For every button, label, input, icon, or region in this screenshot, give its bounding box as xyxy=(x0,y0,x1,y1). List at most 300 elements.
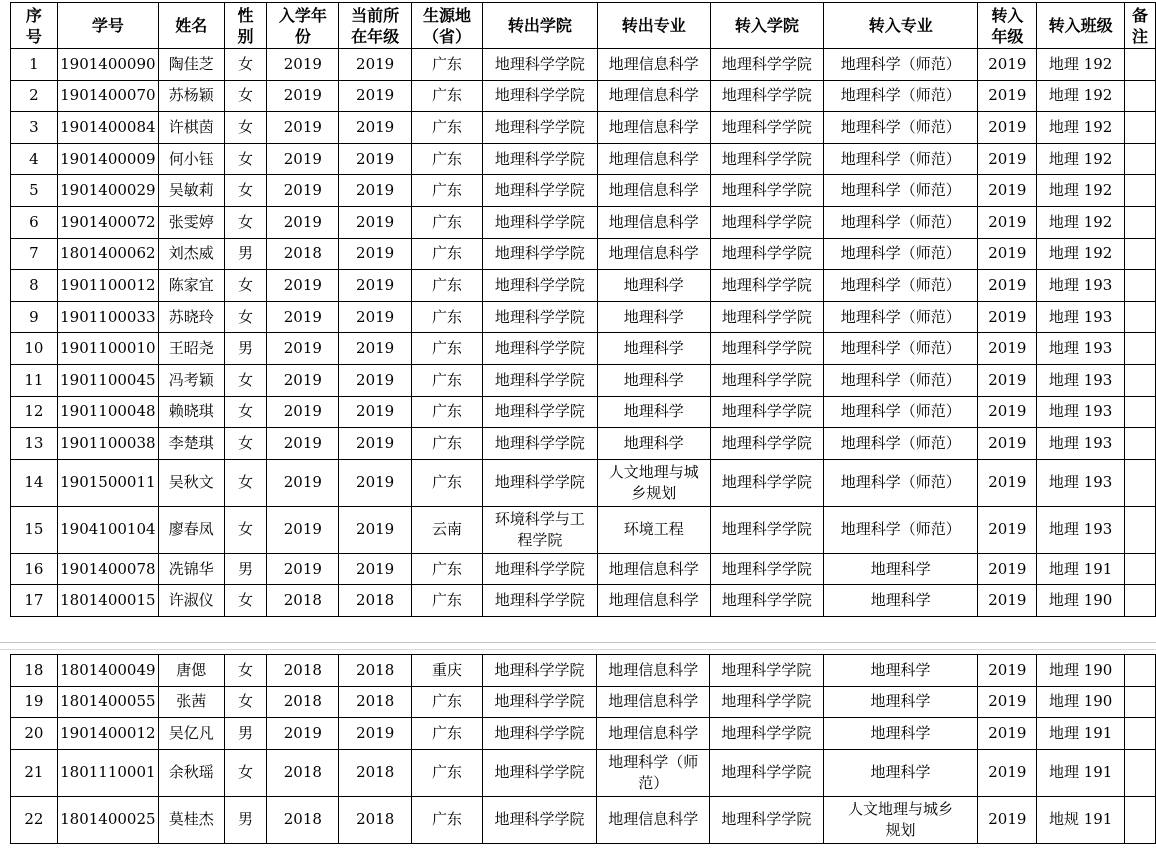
cell-text: 2019 xyxy=(356,244,395,263)
cell-text: 女 xyxy=(237,86,253,105)
cell-text: 地理科学学院 xyxy=(721,275,812,294)
cell-text: 地理科学 xyxy=(870,763,931,782)
table-cell xyxy=(823,718,978,750)
table-row xyxy=(11,112,1156,144)
cell-text: 男 xyxy=(237,244,253,263)
table-cell xyxy=(824,333,978,365)
table-cell xyxy=(1037,428,1125,460)
table-cell xyxy=(339,396,412,428)
table-cell xyxy=(412,80,483,112)
table-cell xyxy=(158,796,224,843)
table-cell xyxy=(978,238,1037,270)
table-cell xyxy=(11,686,58,718)
table-cell xyxy=(57,718,158,750)
cell-text: 9 xyxy=(29,307,39,326)
table-cell xyxy=(224,686,267,718)
cell-text: 2018 xyxy=(356,763,395,782)
table-cell xyxy=(482,585,597,617)
column-header xyxy=(710,3,823,49)
table-cell xyxy=(57,333,158,365)
table-cell xyxy=(267,364,339,396)
cell-text: 余秋瑶 xyxy=(168,763,214,782)
column-header-text: 转出学院 xyxy=(507,16,572,35)
cell-text: 1801400049 xyxy=(60,660,156,679)
table-cell xyxy=(482,333,597,365)
table-cell xyxy=(1037,749,1125,796)
cell-text: 广东 xyxy=(431,402,462,421)
table-cell xyxy=(482,143,597,175)
table-cell xyxy=(1124,143,1155,175)
cell-text: 2019 xyxy=(283,339,322,358)
table-cell xyxy=(57,506,158,553)
cell-text: 女 xyxy=(238,660,254,679)
table-cell xyxy=(339,80,412,112)
table-cell xyxy=(11,301,58,333)
table-cell xyxy=(57,270,158,302)
cell-text: 男 xyxy=(238,723,254,742)
table-cell xyxy=(482,506,597,553)
cell-text: 2019 xyxy=(283,212,322,231)
cell-text: 广东 xyxy=(431,763,462,782)
table-cell xyxy=(224,459,267,506)
cell-text: 1901400029 xyxy=(60,181,156,200)
table-cell xyxy=(1124,506,1155,553)
cell-text: 1801400055 xyxy=(60,692,156,711)
cell-text: 地理科学学院 xyxy=(494,181,585,200)
cell-text: 吴敏莉 xyxy=(168,181,214,200)
table-cell xyxy=(1037,686,1125,718)
table-cell xyxy=(1037,396,1125,428)
cell-text: 2019 xyxy=(283,559,322,578)
table-cell xyxy=(482,270,597,302)
cell-text: 女 xyxy=(237,402,253,421)
cell-text: 2018 xyxy=(356,692,395,711)
cell-text: 男 xyxy=(238,810,254,829)
table-cell xyxy=(158,333,224,365)
table-cell xyxy=(412,396,483,428)
cell-text: 2019 xyxy=(283,473,322,492)
cell-text: 地理 191 xyxy=(1048,723,1113,742)
cell-text: 地理科学学院 xyxy=(721,402,812,421)
table-cell xyxy=(158,655,224,687)
table-cell xyxy=(710,686,823,718)
table-cell xyxy=(597,80,710,112)
cell-text: 地理科学 xyxy=(623,402,684,421)
table-cell xyxy=(412,270,483,302)
table-cell xyxy=(978,333,1037,365)
table-cell xyxy=(1124,396,1155,428)
table-cell xyxy=(710,206,823,238)
cell-text: 地理信息科学 xyxy=(608,810,699,829)
table-cell xyxy=(710,364,823,396)
table-cell xyxy=(824,585,978,617)
column-header-text: 转入学院 xyxy=(734,16,799,35)
cell-text: 1901100038 xyxy=(60,433,156,452)
table-cell xyxy=(11,749,58,796)
cell-text: 女 xyxy=(237,520,253,539)
table-cell xyxy=(11,553,58,585)
cell-text: 地理 193 xyxy=(1048,339,1113,358)
cell-text: 地理科学 xyxy=(870,591,931,610)
table-cell xyxy=(710,396,823,428)
cell-text: 地理科学（师范） xyxy=(608,752,699,792)
cell-text: 2019 xyxy=(356,559,395,578)
cell-text: 刘杰威 xyxy=(168,244,214,263)
cell-text: 地理信息科学 xyxy=(608,181,699,200)
table-cell xyxy=(710,301,823,333)
table-row xyxy=(11,270,1156,302)
table-cell xyxy=(823,749,978,796)
cell-text: 1901100012 xyxy=(60,275,156,294)
table-cell xyxy=(11,270,58,302)
cell-text: 2019 xyxy=(988,402,1027,421)
cell-text: 1901100045 xyxy=(60,370,156,389)
table-cell xyxy=(224,796,267,843)
cell-text: 2019 xyxy=(988,86,1027,105)
cell-text: 地理信息科学 xyxy=(608,117,699,136)
table-cell xyxy=(597,718,710,750)
table-cell xyxy=(339,553,412,585)
column-header xyxy=(1124,3,1155,49)
table-cell xyxy=(597,364,710,396)
table-cell xyxy=(710,270,823,302)
table-cell xyxy=(412,301,483,333)
table-cell xyxy=(57,49,158,81)
table-row xyxy=(11,553,1156,585)
table-cell xyxy=(1037,718,1125,750)
table-cell xyxy=(412,553,483,585)
column-header xyxy=(412,3,483,49)
cell-text: 人文地理与城乡规划 xyxy=(848,799,954,839)
table-cell xyxy=(978,49,1037,81)
cell-text: 2019 xyxy=(988,559,1027,578)
table-cell xyxy=(412,333,483,365)
table-row xyxy=(11,796,1156,843)
cell-text: 2019 xyxy=(283,54,322,73)
cell-text: 地理信息科学 xyxy=(608,723,699,742)
table-cell xyxy=(339,238,412,270)
column-header xyxy=(482,3,597,49)
table-cell xyxy=(1124,270,1155,302)
table-cell xyxy=(978,396,1037,428)
cell-text: 1901400090 xyxy=(60,54,156,73)
table-cell xyxy=(597,506,710,553)
table-cell xyxy=(158,112,224,144)
cell-text: 地理科学学院 xyxy=(721,86,812,105)
table-cell xyxy=(710,80,823,112)
page-break-line xyxy=(0,649,1156,650)
table-cell xyxy=(482,428,597,460)
cell-text: 14 xyxy=(24,473,44,492)
table-row xyxy=(11,718,1156,750)
table-cell xyxy=(1124,301,1155,333)
cell-text: 地理信息科学 xyxy=(608,559,699,578)
cell-text: 1901400009 xyxy=(60,149,156,168)
table-cell xyxy=(11,796,58,843)
cell-text: 2019 xyxy=(356,339,395,358)
table-cell xyxy=(482,396,597,428)
table-cell xyxy=(57,585,158,617)
cell-text: 16 xyxy=(24,559,44,578)
cell-text: 地理 191 xyxy=(1048,763,1113,782)
table-cell xyxy=(267,175,339,207)
cell-text: 地理科学（师范） xyxy=(840,86,961,105)
cell-text: 地理科学（师范） xyxy=(840,212,961,231)
cell-text: 地理科学学院 xyxy=(721,54,812,73)
table-cell xyxy=(824,143,978,175)
table-cell xyxy=(412,49,483,81)
table-cell xyxy=(267,333,339,365)
column-header xyxy=(824,3,978,49)
cell-text: 许棋茵 xyxy=(168,117,214,136)
table-row xyxy=(11,364,1156,396)
table-cell xyxy=(824,206,978,238)
table-cell xyxy=(158,175,224,207)
cell-text: 人文地理与城乡规划 xyxy=(608,462,699,502)
column-header-text: 生源地 xyxy=(422,5,471,25)
cell-text: 2018 xyxy=(283,810,322,829)
cell-text: 广东 xyxy=(431,117,462,136)
cell-text: 地理信息科学 xyxy=(608,692,699,711)
cell-text: 2019 xyxy=(356,181,395,200)
column-header-text: 在年级 xyxy=(351,26,400,46)
table-cell xyxy=(597,333,710,365)
table-cell xyxy=(57,206,158,238)
table-cell xyxy=(597,301,710,333)
cell-text: 地理科学（师范） xyxy=(840,307,961,326)
table-row xyxy=(11,585,1156,617)
cell-text: 2019 xyxy=(988,810,1027,829)
cell-text: 苏杨颖 xyxy=(168,86,214,105)
cell-text: 地理科学学院 xyxy=(721,763,812,782)
cell-text: 2019 xyxy=(356,520,395,539)
table-cell xyxy=(597,749,710,796)
column-header-text: 转入专业 xyxy=(868,16,933,35)
table-cell xyxy=(57,686,158,718)
table-cell xyxy=(57,80,158,112)
cell-text: 2019 xyxy=(356,723,395,742)
table-cell xyxy=(597,112,710,144)
column-header-text: 号 xyxy=(25,26,42,46)
table-cell xyxy=(1037,80,1125,112)
cell-text: 1901100010 xyxy=(60,339,156,358)
table-cell xyxy=(224,585,267,617)
cell-text: 2019 xyxy=(988,591,1027,610)
table-cell xyxy=(158,718,224,750)
table-cell xyxy=(224,718,267,750)
table-row xyxy=(11,175,1156,207)
table-cell xyxy=(824,238,978,270)
cell-text: 地理科学学院 xyxy=(721,149,812,168)
cell-text: 地理信息科学 xyxy=(608,591,699,610)
table-cell xyxy=(1125,655,1156,687)
table-cell xyxy=(57,796,158,843)
table-cell xyxy=(978,270,1037,302)
column-header-text: 转出专业 xyxy=(621,16,686,35)
cell-text: 地理信息科学 xyxy=(608,660,699,679)
table-cell xyxy=(57,396,158,428)
cell-text: 地理信息科学 xyxy=(608,212,699,231)
cell-text: 地理科学学院 xyxy=(494,339,585,358)
cell-text: 地理科学学院 xyxy=(721,244,812,263)
cell-text: 地理 191 xyxy=(1048,559,1113,578)
cell-text: 地理科学学院 xyxy=(721,692,812,711)
table-cell xyxy=(267,49,339,81)
table-cell xyxy=(597,238,710,270)
cell-text: 吴亿凡 xyxy=(168,723,214,742)
table-cell xyxy=(11,49,58,81)
table-cell xyxy=(339,428,412,460)
table-cell xyxy=(412,749,483,796)
table-cell xyxy=(224,506,267,553)
cell-text: 冼锦华 xyxy=(168,559,214,578)
cell-text: 地理科学学院 xyxy=(494,559,585,578)
cell-text: 2019 xyxy=(988,244,1027,263)
cell-text: 2019 xyxy=(283,149,322,168)
cell-text: 地理 190 xyxy=(1048,591,1113,610)
cell-text: 21 xyxy=(24,763,44,782)
column-header-text: 学号 xyxy=(91,16,124,35)
cell-text: 广东 xyxy=(431,339,462,358)
table-cell xyxy=(267,585,339,617)
table-cell xyxy=(597,206,710,238)
table-cell xyxy=(224,553,267,585)
cell-text: 地理 192 xyxy=(1048,54,1113,73)
cell-text: 2018 xyxy=(283,692,322,711)
cell-text: 地理 193 xyxy=(1048,402,1113,421)
table-cell xyxy=(267,459,339,506)
table-cell xyxy=(158,428,224,460)
table-cell xyxy=(710,506,823,553)
table-cell xyxy=(11,80,58,112)
table-cell xyxy=(224,655,267,687)
table-cell xyxy=(482,796,596,843)
column-header xyxy=(1037,3,1125,49)
cell-text: 2019 xyxy=(356,473,395,492)
table-cell xyxy=(710,553,823,585)
cell-text: 张茜 xyxy=(176,692,207,711)
cell-text: 2019 xyxy=(988,763,1027,782)
table-cell xyxy=(224,49,267,81)
cell-text: 2019 xyxy=(356,54,395,73)
cell-text: 广东 xyxy=(431,370,462,389)
table-cell xyxy=(1037,459,1125,506)
cell-text: 13 xyxy=(24,433,44,452)
cell-text: 2019 xyxy=(988,117,1027,136)
cell-text: 女 xyxy=(237,473,253,492)
table-cell xyxy=(1037,585,1125,617)
cell-text: 1901400078 xyxy=(60,559,156,578)
cell-text: 8 xyxy=(29,275,39,294)
table-cell xyxy=(339,206,412,238)
cell-text: 地理科学 xyxy=(870,660,931,679)
table-row xyxy=(11,333,1156,365)
table-cell xyxy=(710,49,823,81)
column-header-text: 序 xyxy=(25,5,42,25)
table-cell xyxy=(1037,796,1125,843)
cell-text: 地理科学学院 xyxy=(721,117,812,136)
column-header xyxy=(597,3,710,49)
cell-text: 唐偲 xyxy=(176,660,207,679)
header-row xyxy=(11,3,1156,49)
column-header-text: 性 xyxy=(237,5,254,25)
cell-text: 地理科学学院 xyxy=(494,660,585,679)
table-cell xyxy=(158,80,224,112)
cell-text: 2019 xyxy=(988,275,1027,294)
table-cell xyxy=(57,428,158,460)
table-cell xyxy=(11,428,58,460)
table-row xyxy=(11,459,1156,506)
table-cell xyxy=(267,112,339,144)
table-cell xyxy=(597,270,710,302)
cell-text: 地理科学（师范） xyxy=(840,54,961,73)
cell-text: 2019 xyxy=(356,149,395,168)
table-cell xyxy=(412,112,483,144)
table-cell xyxy=(339,506,412,553)
cell-text: 2019 xyxy=(283,86,322,105)
cell-text: 地理 192 xyxy=(1048,212,1113,231)
column-header-text: 年级 xyxy=(991,26,1024,46)
table-cell xyxy=(824,553,978,585)
column-header xyxy=(11,3,58,49)
table-cell xyxy=(158,585,224,617)
cell-text: 2019 xyxy=(988,660,1027,679)
cell-text: 男 xyxy=(237,559,253,578)
table-cell xyxy=(1124,49,1155,81)
table-cell xyxy=(824,49,978,81)
table-cell xyxy=(597,553,710,585)
cell-text: 陈家宜 xyxy=(168,275,214,294)
table-cell xyxy=(710,333,823,365)
cell-text: 22 xyxy=(24,810,44,829)
cell-text: 2018 xyxy=(283,660,322,679)
cell-text: 2019 xyxy=(988,149,1027,168)
cell-text: 地理科学（师范） xyxy=(840,433,961,452)
cell-text: 女 xyxy=(237,149,253,168)
table-cell xyxy=(1037,112,1125,144)
table-cell xyxy=(482,686,596,718)
cell-text: 地理科学学院 xyxy=(721,339,812,358)
table-cell xyxy=(339,270,412,302)
cell-text: 20 xyxy=(24,723,44,742)
cell-text: 女 xyxy=(238,692,254,711)
cell-text: 重庆 xyxy=(431,660,462,679)
table-cell xyxy=(710,749,823,796)
cell-text: 地理科学 xyxy=(623,275,684,294)
table-cell xyxy=(339,686,412,718)
table-cell xyxy=(11,655,58,687)
cell-text: 19 xyxy=(24,692,44,711)
cell-text: 何小钰 xyxy=(168,149,214,168)
cell-text: 地理科学学院 xyxy=(494,370,585,389)
cell-text: 7 xyxy=(29,244,39,263)
table-cell xyxy=(978,301,1037,333)
cell-text: 环境科学与工程学院 xyxy=(494,509,585,549)
column-header xyxy=(224,3,267,49)
table-cell xyxy=(978,553,1037,585)
table-cell xyxy=(710,459,823,506)
table-row xyxy=(11,428,1156,460)
cell-text: 女 xyxy=(237,433,253,452)
table-cell xyxy=(1124,333,1155,365)
table-cell xyxy=(412,585,483,617)
table-cell xyxy=(482,175,597,207)
cell-text: 广东 xyxy=(431,692,462,711)
cell-text: 地理信息科学 xyxy=(608,244,699,263)
cell-text: 6 xyxy=(29,212,39,231)
column-header-text: 转入 xyxy=(991,5,1024,25)
table-cell xyxy=(267,686,339,718)
